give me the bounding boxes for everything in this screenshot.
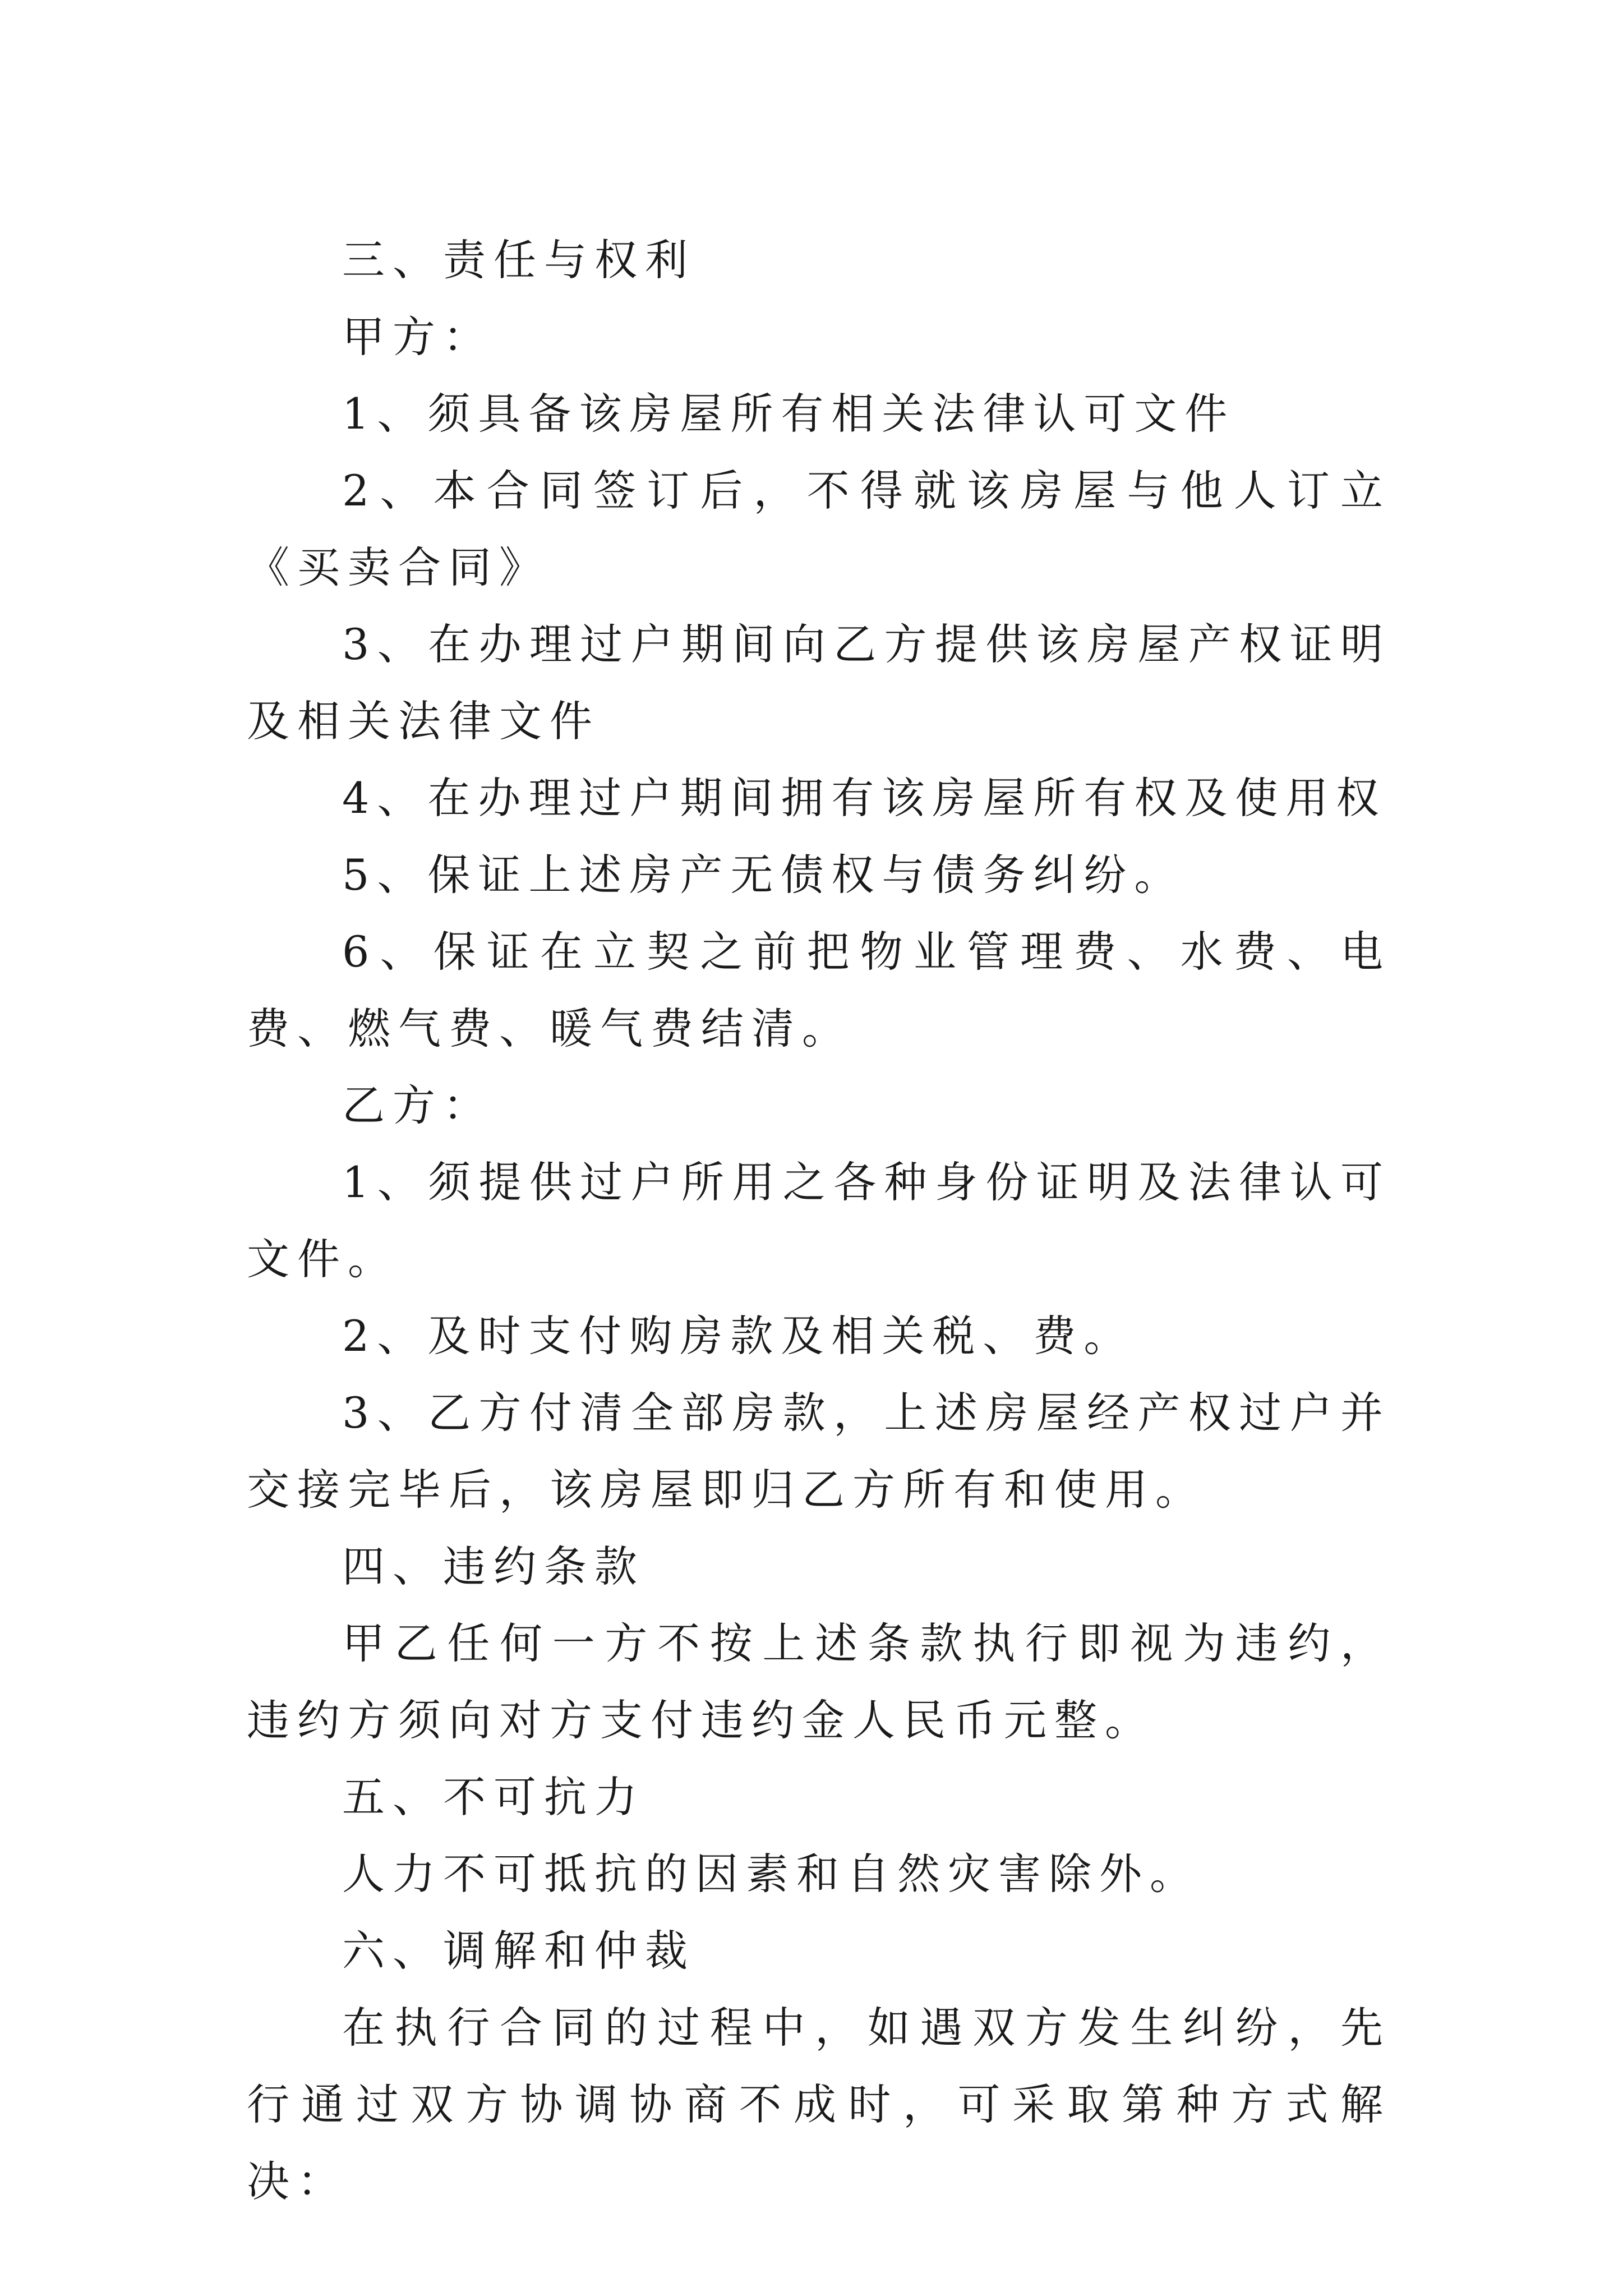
party-a-clause-4: 4、在办理过户期间拥有该房屋所有权及使用权 (342, 773, 1387, 823)
party-b-label: 乙方： (342, 1080, 494, 1130)
party-b-clause-2: 2、及时支付购房款及相关税、费。 (342, 1311, 1135, 1361)
party-a-clause-5: 5、保证上述房产无债权与债务纠纷。 (342, 850, 1185, 900)
section-heading-mediation: 六、调解和仲裁 (342, 1926, 695, 1976)
party-b-clause-1: 1、须提供过户所用之各种身份证明及法律认可文件。 (247, 1157, 1391, 1284)
section-heading-breach: 四、违约条款 (342, 1542, 645, 1591)
force-majeure-clause: 人力不可抵抗的因素和自然灾害除外。 (342, 1849, 1200, 1899)
document-body (247, 222, 1391, 2220)
mediation-clause: 在执行合同的过程中，如遇双方发生纠纷，先行通过双方协调协商不成时，可采取第种方式解决： (247, 2003, 1391, 2206)
party-a-clause-3: 3、在办理过户期间向乙方提供该房屋产权证明及相关法律文件 (247, 619, 1391, 746)
section-heading-force-majeure: 五、不可抗力 (342, 1772, 645, 1822)
breach-clause: 甲乙任何一方不按上述条款执行即视为违约，违约方须向对方支付违约金人民币元整。 (247, 1618, 1391, 1745)
party-a-clause-1: 1、须具备该房屋所有相关法律认可文件 (342, 389, 1235, 439)
party-a-clause-2: 2、本合同签订后，不得就该房屋与他人订立《买卖合同》 (247, 466, 1391, 592)
party-b-clause-3: 3、乙方付清全部房款，上述房屋经产权过户并交接完毕后，该房屋即归乙方所有和使用。 (247, 1388, 1391, 1515)
party-a-label: 甲方： (342, 312, 494, 362)
party-a-clause-6: 6、保证在立契之前把物业管理费、水费、电费、燃气费、暖气费结清。 (247, 927, 1391, 1053)
section-heading-responsibilities: 三、责任与权利 (342, 235, 695, 285)
